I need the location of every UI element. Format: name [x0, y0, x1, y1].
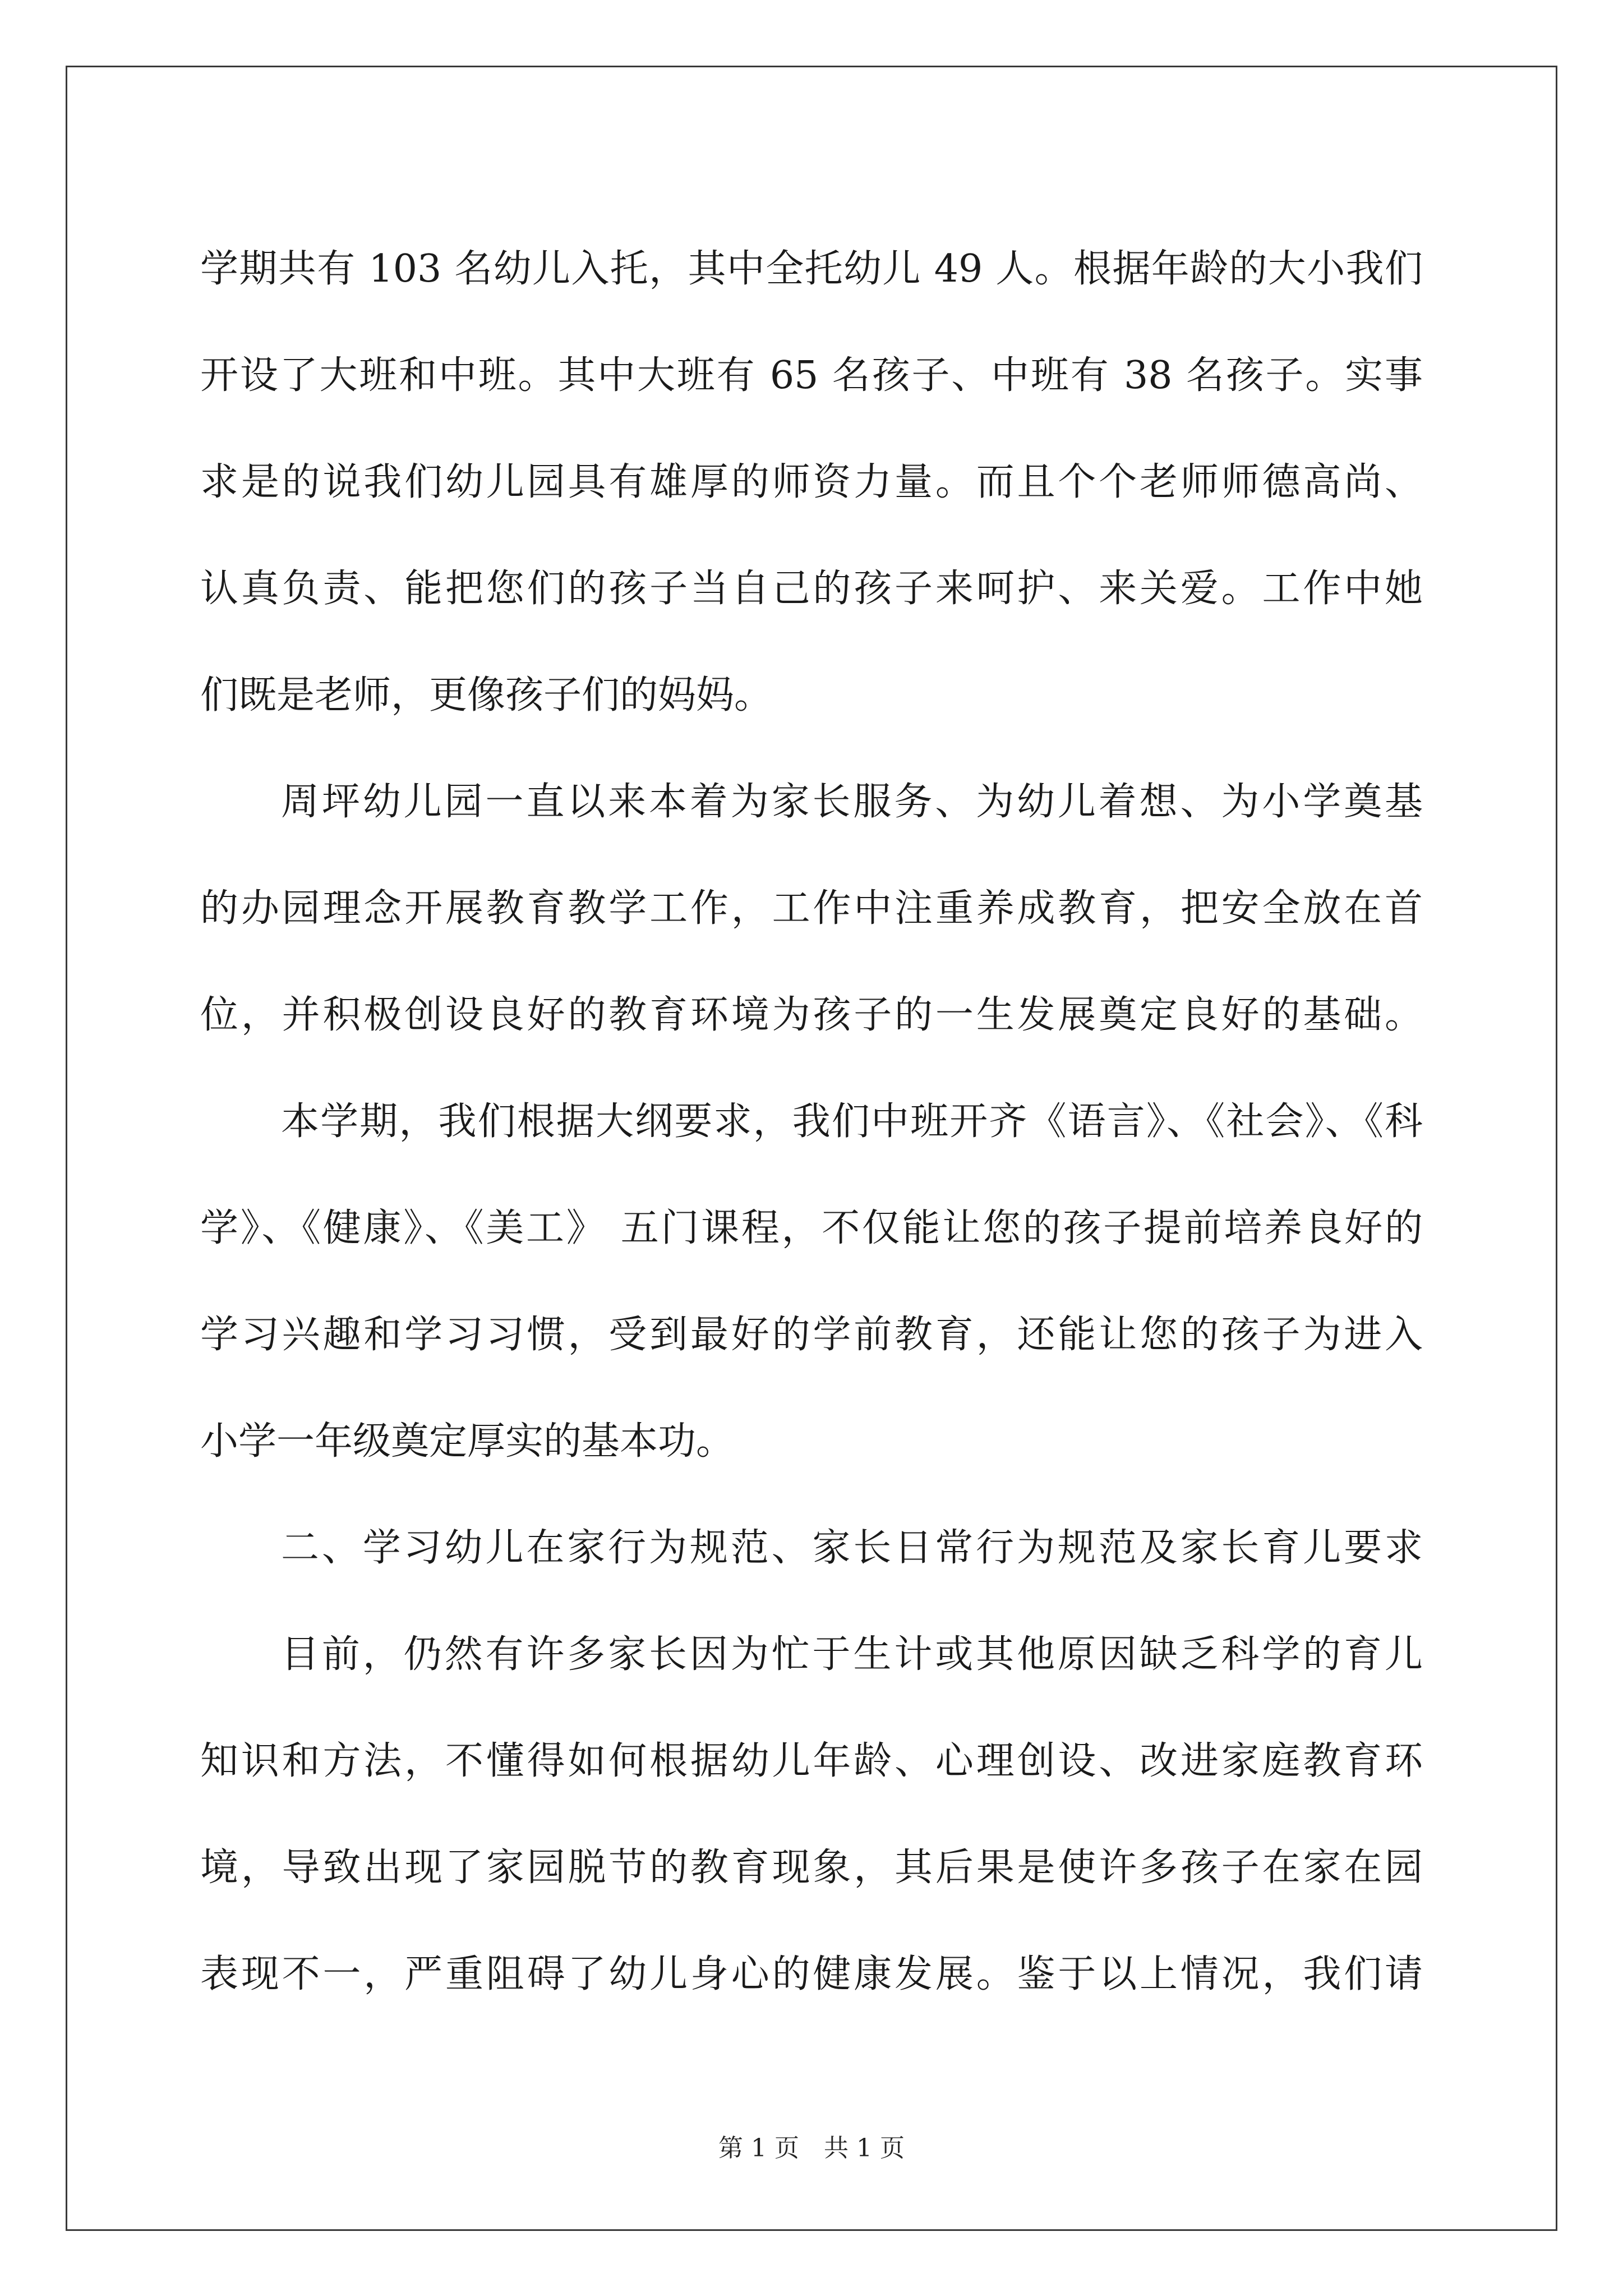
- text-line: 本学期，我们根据大纲要求，我们中班开齐《语言》、《社会》、《科: [281, 1099, 1423, 1144]
- text-line: 学期共有 103 名幼儿入托，其中全托幼儿 49 人。根据年龄的大小我们: [200, 247, 1423, 291]
- text-line: 表现不一，严重阻碍了幼儿身心的健康发展。鉴于以上情况，我们请: [200, 1952, 1423, 1996]
- text-line: 认真负责、能把您们的孩子当自己的孩子来呵护、来关爱。工作中她: [200, 567, 1423, 611]
- text-line: 求是的说我们幼儿园具有雄厚的师资力量。而且个个老师师德高尚、: [200, 460, 1423, 504]
- page-number-current: 第 1 页: [718, 2134, 799, 2162]
- text-line: 学》、《健康》、《美工》 五门课程，不仅能让您的孩子提前培养良好的: [200, 1206, 1423, 1250]
- paragraph: [200, 1602, 1423, 2028]
- paragraph: [200, 1069, 1423, 1495]
- paragraph: [200, 216, 1423, 749]
- paragraph: [200, 749, 1423, 1069]
- text-line: 的办园理念开展教育教学工作，工作中注重养成教育，把安全放在首: [200, 886, 1423, 931]
- text-line: 们既是老师，更像孩子们的妈妈。: [200, 673, 773, 717]
- text-line: 目前，仍然有许多家长因为忙于生计或其他原因缺乏科学的育儿: [281, 1632, 1423, 1677]
- text-line: 周坪幼儿园一直以来本着为家长服务、为幼儿着想、为小学奠基: [281, 780, 1423, 824]
- text-line: 知识和方法，不懂得如何根据幼儿年龄、心理创设、改进家庭教育环: [200, 1739, 1423, 1783]
- text-line: 境，导致出现了家园脱节的教育现象，其后果是使许多孩子在家在园: [200, 1846, 1423, 1890]
- text-line: 小学一年级奠定厚实的基本功。: [200, 1419, 735, 1464]
- text-line: 学习兴趣和学习习惯，受到最好的学前教育，还能让您的孩子为进入: [200, 1313, 1423, 1357]
- page-footer: [0, 2132, 1623, 2165]
- page-number-total: 共 1 页: [824, 2134, 905, 2162]
- text-line: 开设了大班和中班。其中大班有 65 名孩子、中班有 38 名孩子。实事: [200, 353, 1423, 398]
- section-heading: [200, 1495, 1423, 1602]
- text-line: 位，并积极创设良好的教育环境为孩子的一生发展奠定良好的基础。: [200, 993, 1423, 1037]
- text-line: 二、学习幼儿在家行为规范、家长日常行为规范及家长育儿要求: [281, 1526, 1423, 1570]
- document-body: [200, 216, 1423, 2028]
